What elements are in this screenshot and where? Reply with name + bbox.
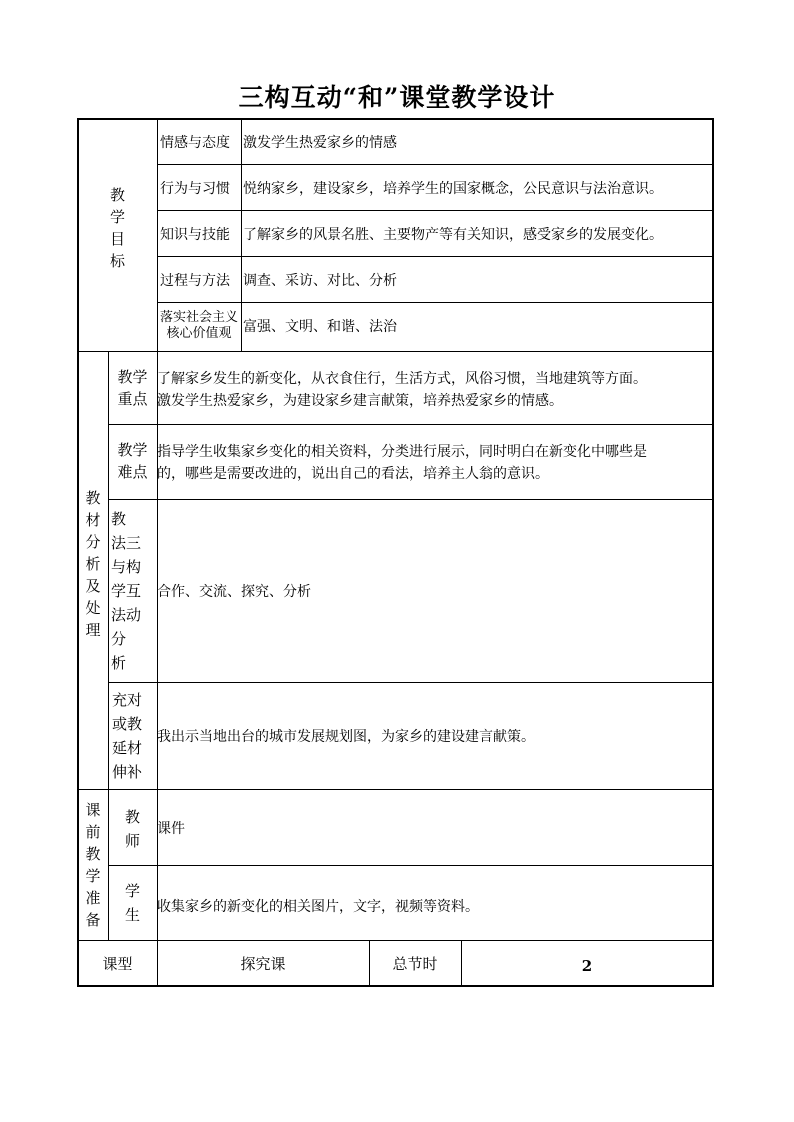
row-divider	[108, 424, 713, 425]
row-divider	[108, 682, 713, 683]
prep-header: 课 前 教 学 准 备	[85, 801, 101, 929]
student-content: 收集家乡的新变化的相关图片，文字，视频等资料。	[157, 899, 479, 915]
student-label: 学 生	[124, 882, 140, 924]
total-hours-label: 总节时	[392, 955, 438, 973]
section-divider	[78, 940, 713, 941]
key-points-label: 教学 重点	[117, 368, 148, 408]
supplement-label: 充对 或教 延材 伸补	[112, 691, 143, 781]
objective-content: 富强、文明、和谐、法治	[243, 319, 397, 335]
lesson-type-label: 课型	[102, 955, 133, 973]
difficulties-label: 教学 难点	[117, 441, 148, 481]
difficulties-content: 指导学生收集家乡变化的相关资料，分类进行展示，同时明白在新变化中哪些是 的，哪些是需要改进的，说出自己的看法，培养主人翁的意识。	[157, 444, 647, 482]
objective-label: 情感与态度	[160, 135, 230, 151]
supplement-content: 我出示当地出台的城市发展规划图，为家乡的建设建言献策。	[157, 729, 535, 745]
objective-label: 知识与技能	[160, 227, 230, 243]
total-hours-value: 2	[581, 957, 593, 975]
objective-content: 悦纳家乡，建设家乡，培养学生的国家概念，公民意识与法治意识。	[243, 181, 663, 197]
key-points-content: 了解家乡发生的新变化，从衣食住行，生活方式，风俗习惯，当地建筑等方面。 激发学生热爱家乡，为建设家乡建言献策，培养热爱家乡的情感。	[157, 371, 647, 409]
objectives-header: 教 学 目 标	[109, 186, 125, 270]
section-divider	[78, 789, 713, 790]
teacher-content: 课件	[157, 821, 185, 837]
row-divider	[108, 499, 713, 500]
lesson-type-value: 探究课	[240, 955, 286, 973]
objective-label: 过程与方法	[160, 273, 230, 289]
teacher-label: 教 师	[124, 808, 140, 850]
objective-label: 落实社会主义 核心价值观	[159, 310, 238, 341]
table-frame	[77, 118, 714, 987]
objective-content: 了解家乡的风景名胜、主要物产等有关知识，感受家乡的发展变化。	[243, 227, 663, 243]
objective-content: 调查、采访、对比、分析	[243, 273, 397, 289]
objective-content: 激发学生热爱家乡的情感	[243, 135, 397, 151]
page-title: 三构互动“和”课堂教学设计	[238, 83, 556, 112]
methods-content: 合作、交流、探究、分析	[157, 584, 311, 600]
row-divider	[108, 865, 713, 866]
section-divider	[78, 351, 713, 352]
analysis-header: 教 材 分 析 及 处 理	[85, 489, 101, 639]
methods-label: 教 法三 与构 学互 法动 分 析	[111, 510, 142, 672]
objective-label: 行为与习惯	[160, 181, 230, 197]
